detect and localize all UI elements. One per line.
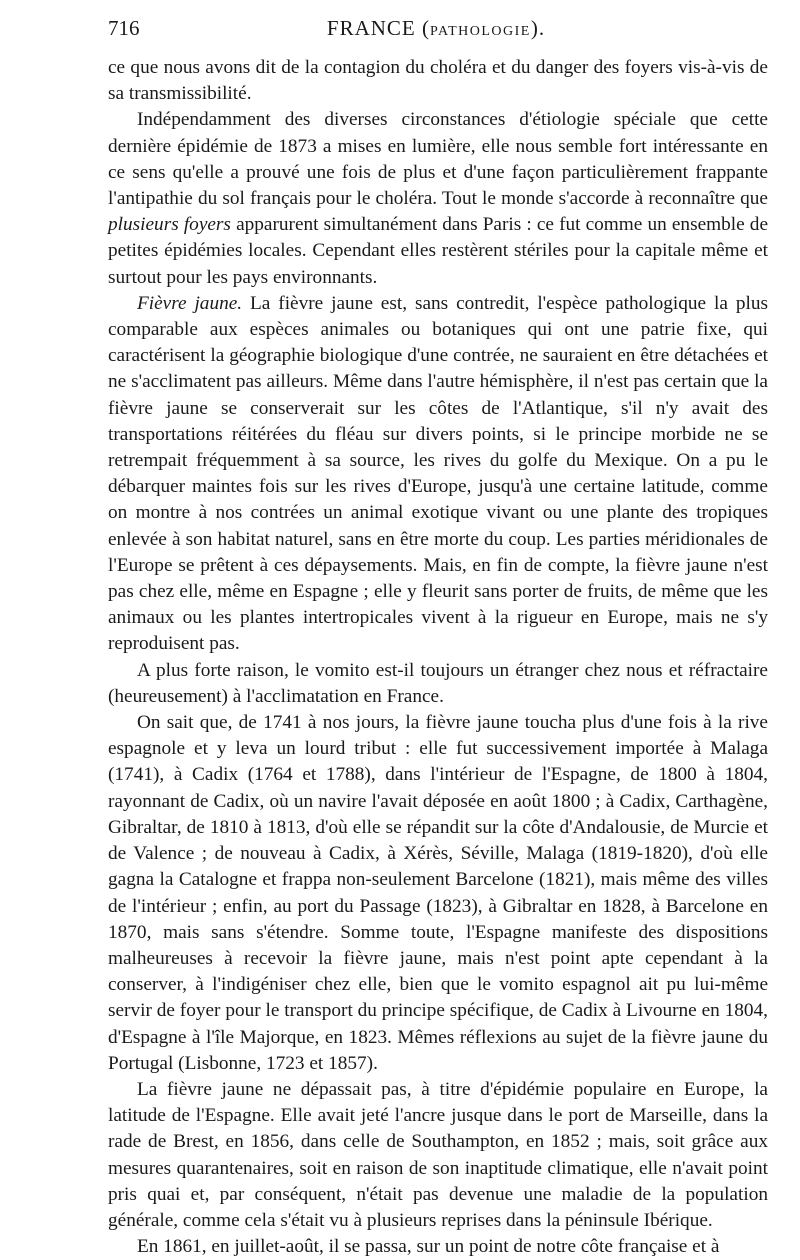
running-head: FRANCE (PATHOLOGIE).: [326, 16, 546, 40]
paragraph-5: [108, 710, 768, 1077]
page-number: 716: [108, 16, 140, 40]
paragraph-text: En 1861, en juillet-août, il se passa, sur un point de notre côte française et à: [136, 1236, 720, 1258]
paragraph-1: [108, 55, 768, 107]
page-header: [108, 16, 764, 46]
running-head-subtitle: PATHOLOGIE: [430, 24, 531, 39]
paragraph-7: [108, 1234, 768, 1260]
paragraph-text: ce que nous avons dit de la contagion du choléra et du danger des foyers vis-à-vis de sa transmissibilité.: [108, 57, 768, 105]
paragraph-text-after: apparurent simultanément dans Paris : ce fut comme un ensemble de petites épidémies locales. Cependant elles restèrent stériles pour la capitale même et surtout pour les pays environnants.: [108, 214, 768, 288]
running-head-title: FRANCE: [326, 16, 416, 40]
paragraph-2: [108, 107, 768, 290]
paragraph-text: La fièvre jaune ne dépassait pas, à titre d'épidémie populaire en Europe, la latitude de l'Espagne. Elle avait jeté l'ancre jusque dans le port de Marseille, dans la rade de Brest, en 1856, dans celle de Southampton, en 1852 ; mais, soit grâce aux mesures quarantenaires, soit en raison de son inaptitude climatique, elle n'avait point pris quai et, par conséquent, n'était pas devenue une maladie de la population générale, comme cela s'était vu à plusieurs reprises dans la péninsule Ibérique.: [108, 1078, 768, 1231]
paragraph-3: [108, 291, 768, 658]
paragraph-text: La fièvre jaune est, sans contredit, l'espèce pathologique la plus comparable aux espèces animales ou botaniques qui ont une patrie fixe, qui caractérisent la géographie biologique d'une contrée, ne sauraient en être détachées et ne s'acclimatent pas ailleurs. Même dans l'autre hémisphère, il n'est pas certain que la fièvre jaune se conserverait sur les côtes de l'Atlantique, s'il n'y avait des transportations réitérées du fléau sur divers points, si le principe morbide ne se retrempait fréquemment à sa source, les rives du golfe du Mexique. On a pu le débarquer maintes fois sur les rives d'Europe, jusqu'à une certaine latitude, comme on montre à nos contrées un animal exotique vivant ou une plante des tropiques enlevée à son habitat naturel, sans en être morte du coup. Les parties méridionales de l'Europe se prêtent à ces dépaysements. Mais, en fin de compte, la fièvre jaune n'est pas chez elle, même en Espagne ; elle y fleurit sans porter de fruits, de même que les animaux ou les plantes intertropicales vivent à la rigueur en Europe, mais ne s'y reproduisent pas.: [108, 292, 768, 655]
paragraph-text: A plus forte raison, le vomito est-il toujours un étranger chez nous et réfractaire (heureusement) à l'acclimatation en France.: [108, 659, 768, 707]
paragraph-text: On sait que, de 1741 à nos jours, la fièvre jaune toucha plus d'une fois à la rive espagnole et y leva un lourd tribut : elle fut successivement importée à Malaga (1741), à Cadix (1764 et 1788), dans l'intérieur de l'Espagne, de 1800 à 1804, rayonnant de Cadix, où un navire l'avait déposée en août 1800 ; à Cadix, Carthagène, Gibraltar, de 1810 à 1813, d'où elle se répandit sur la côte d'Andalousie, de Murcie et de Valence ; de nouveau à Cadix, à Xérès, Séville, Malaga (1819-1820), d'où elle gagna la Catalogne et frappa non-seulement Barcelone (1821), mais même des villes de l'intérieur ; enfin, au port du Passage (1823), à Gibraltar en 1828, à Barcelone en 1870, mais sans s'étendre. Somme toute, l'Espagne manifeste des dispositions malheureuses à recevoir la fièvre jaune, mais n'est point apte cependant à la conserver, à l'indigéniser chez elle, bien que le vomito espagnol ait pu lui-même servir de foyer pour le transport du principe spécifique, de Cadix à Livourne en 1804, d'Espagne à l'île Majorque, en 1823. Mêmes réflexions au sujet de la fièvre jaune du Portugal (Lisbonne, 1723 et 1857).: [108, 712, 768, 1074]
paragraph-4: [108, 658, 768, 710]
emphasis-plusieurs-foyers: plusieurs foyers: [108, 214, 231, 236]
section-lead-fievre-jaune: Fièvre jaune.: [136, 292, 243, 314]
paragraph-text: Indépendamment des diverses circonstances d'étiologie spéciale que cette dernière épidémie de 1873 a mises en lumière, elle nous semble fort intéressante en ce sens qu'elle a prouvé une fois de plus et d'une façon particulièrement frappante l'antipathie du sol français pour le choléra. Tout le monde s'accorde à reconnaître que: [108, 109, 768, 210]
body-text: [108, 55, 768, 1260]
paragraph-6: [108, 1077, 768, 1234]
